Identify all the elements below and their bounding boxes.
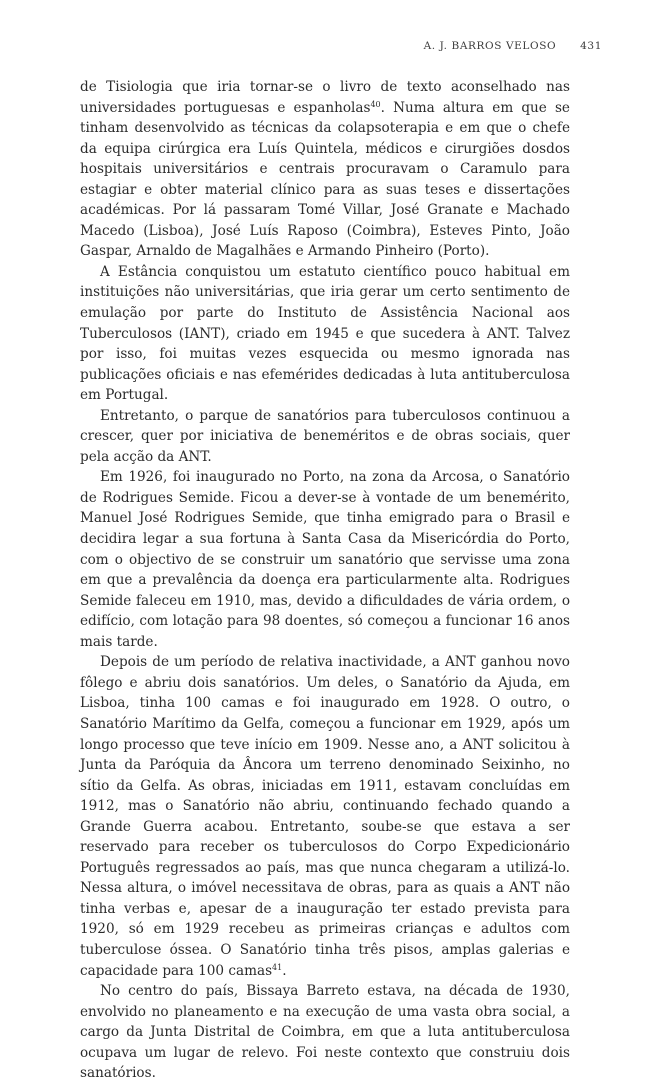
running-header-author: A. J. BARROS VELOSO — [423, 40, 557, 52]
paragraph-1-text: de Tisiologia que iria tornar-se o livro de texto aconselhado nas universidades portuguesas e espanholas — [80, 79, 570, 116]
paragraph-4: Em 1926, foi inaugurado no Porto, na zona da Arcosa, o Sanatório de Rodrigues Semide. Ficou a dever-se à vontade de um benemérito, Manuel José Rodrigues Semide, que tinha emigrado para o Brasil e decidira legar a sua fortuna à Santa Casa da Misericórdia do Porto, com o objectivo de se construir um sanatório que servisse uma zona em que a prevalência da doença era particularmente alta. Rodrigues Semide faleceu em 1910, mas, devido a dificuldades de vária ordem, o edifício, com lotação para 98 doentes, só começou a funcionar 16 anos mais tarde. — [80, 469, 570, 650]
footnote-ref-40: 40 — [370, 99, 381, 109]
paragraph-3: Entretanto, o parque de sanatórios para tuberculosos continuou a crescer, quer por iniciativa de beneméritos e de obras sociais, quer pela acção da ANT. — [80, 407, 570, 465]
paragraph-1-tail: . Numa altura em que se tinham desenvolvido as técnicas da colapsoterapia e em que o chefe da equipa cirúrgica era Luís Quintela, médicos e cirurgiões dosdos hospitais universitários e centrais procuravam o Caramulo para estagiar e obter material clínico para as suas teses e dissertações académicas. Por lá passaram Tomé Villar, José Granate e Machado Macedo (Lisboa), José Luís Raposo (Coimbra), Esteves Pinto, João Gaspar, Arnaldo de Magalhães e Armando Pinheiro (Porto). — [80, 99, 570, 260]
paragraph-1 — [80, 77, 570, 262]
paragraph-5-tail: . — [282, 962, 287, 979]
paragraph-5 — [80, 652, 570, 981]
footnote-ref-41: 41 — [272, 962, 283, 972]
running-header — [424, 40, 602, 52]
paragraph-6: No centro do país, Bissaya Barreto estava, na década de 1930, envolvido no planeamento e na execução de uma vasta obra social, a cargo da Junta Distrital de Coimbra, em que a luta antituberculosa ocupava um lugar de relevo. Foi neste contexto que construiu dois sanatórios. — [80, 983, 570, 1082]
paragraph-2: A Estância conquistou um estatuto científico pouco habitual em instituições não universitárias, que iria gerar um certo sentimento de emulação por parte do Instituto de Assistência Nacional aos Tuberculosos (IANT), criado em 1945 e que sucedera à ANT. Talvez por isso, foi muitas vezes esquecida ou mesmo ignorada nas publicações oficiais e nas efemérides dedicadas à luta antituberculosa em Portugal. — [80, 263, 570, 404]
page-number: 431 — [580, 40, 602, 52]
paragraph-5-text: Depois de um período de relativa inactividade, a ANT ganhou novo fôlego e abriu dois sanatórios. Um deles, o Sanatório da Ajuda, em Lisboa, tinha 100 camas e foi inaugurado em 1928. O outro, o Sanatório Marítimo da Gelfa, começou a funcionar em 1929, após um longo processo que teve início em 1909. Nesse ano, a ANT solicitou à Junta da Paróquia da Âncora um terreno denominado Seixinho, no sítio da Gelfa. As obras, iniciadas em 1911, estavam concluídas em 1912, mas o Sanatório não abriu, continuando fechado quando a Grande Guerra acabou. Entretanto, soube-se que estava a ser reservado para receber os tuberculosos do Corpo Expedicionário Português regressados ao país, mas que nunca chegaram a utilizá-lo. Nessa altura, o imóvel necessitava de obras, para as quais a ANT não tinha verbas e, apesar de a inauguração ter estado prevista para 1920, só em 1929 recebeu as primeiras crianças e adultos com tuberculose óssea. O Sanatório tinha três pisos, amplas galerias e capacidade para 100 camas — [80, 654, 570, 979]
body-text — [80, 77, 570, 1084]
